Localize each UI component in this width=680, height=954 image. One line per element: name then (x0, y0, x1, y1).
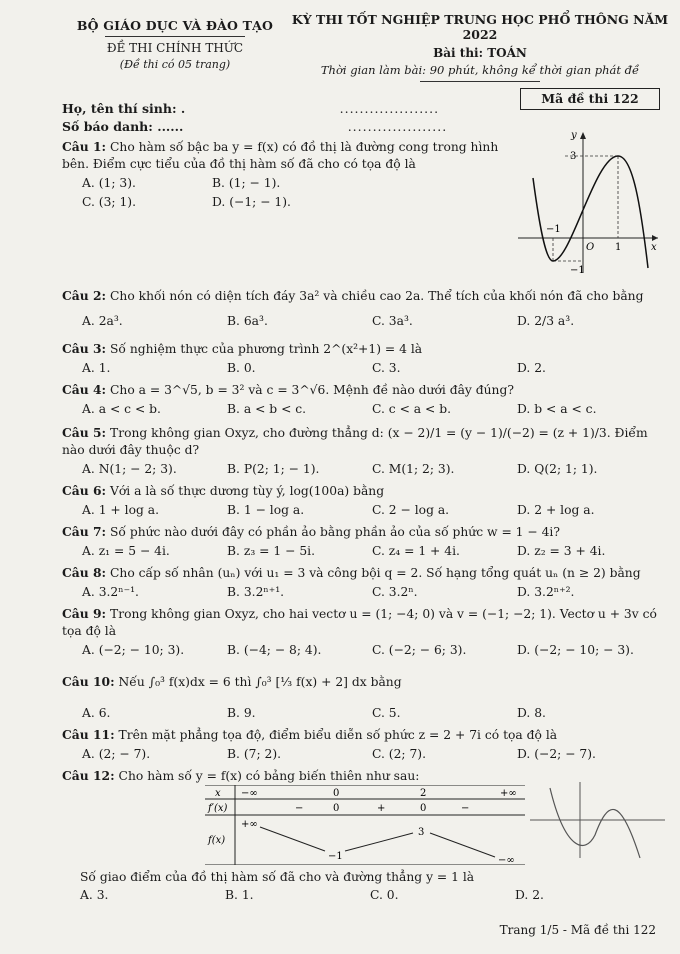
option-a[interactable]: A. 3.2ⁿ⁻¹. (82, 585, 139, 599)
vt-sign2: + (377, 803, 386, 814)
q-text: Với a là số thực dương tùy ý, log(100a) bằng (106, 484, 385, 498)
option-b[interactable]: B. (1; − 1). (212, 176, 281, 190)
divider (420, 81, 540, 82)
tick-3: 3 (570, 151, 577, 162)
option-b[interactable]: B. P(2; 1; − 1). (227, 462, 320, 476)
q-label: Câu 8: (62, 565, 107, 580)
q-text: Trong không gian Oxyz, cho hai vectơ u = (1; −4; 0) và v = (−1; −2; 1). Vectơ u + 3v có tọa độ là (62, 607, 657, 638)
origin-label: O (586, 242, 595, 253)
vt-zero1: 0 (333, 803, 340, 814)
question-4 (62, 381, 662, 418)
vt-arrow-down2 (430, 833, 495, 857)
time-limit: Thời gian làm bài: 90 phút, không kể thời gian phát đề (320, 63, 640, 77)
option-b[interactable]: B. 3.2ⁿ⁺¹. (227, 585, 285, 599)
q-text: Số nghiệm thực của phương trình 2^(x²+1) = 4 là (106, 342, 423, 356)
id-dots: .................... (347, 119, 448, 134)
exam-code: Mã đề thi 122 (520, 88, 660, 110)
vt-bot-right: −∞ (498, 855, 515, 865)
question-2 (62, 287, 662, 330)
header-right (290, 12, 670, 82)
option-c[interactable]: C. 2 − log a. (372, 503, 450, 517)
q-label: Câu 3: (62, 341, 107, 356)
ministry: BỘ GIÁO DỤC VÀ ĐÀO TẠO (76, 18, 274, 33)
question-3 (62, 340, 662, 377)
question-7 (62, 523, 662, 560)
question-5 (62, 424, 662, 478)
option-a[interactable]: A. 3. (80, 888, 109, 902)
option-a[interactable]: A. 2a³. (82, 314, 123, 328)
option-b[interactable]: B. a < b < c. (227, 402, 307, 416)
vt-0: 0 (333, 788, 340, 799)
variation-table (205, 785, 525, 865)
q-text: Nếu ∫₀³ f(x)dx = 6 thì ∫₀³ [⅓ f(x) + 2] dx bằng (114, 675, 402, 689)
vt-sign3: − (461, 803, 470, 814)
vt-zero2: 0 (420, 803, 427, 814)
sketch-curve (550, 788, 640, 858)
option-a[interactable]: A. N(1; − 2; 3). (82, 462, 177, 476)
option-c[interactable]: C. c < a < b. (372, 402, 452, 416)
vt-arrow-up (345, 833, 413, 851)
vt-f: f(x) (208, 835, 226, 846)
q-label: Câu 9: (62, 606, 107, 621)
option-d[interactable]: D. 2/3 a³. (517, 314, 575, 328)
option-b[interactable]: B. 1 − log a. (227, 503, 305, 517)
name-label: Họ, tên thí sinh: . (62, 101, 186, 116)
exam-title: KỲ THI TỐT NGHIỆP TRUNG HỌC PHỔ THÔNG NĂM 2022 (291, 12, 669, 42)
q-label: Câu 5: (62, 425, 107, 440)
option-a[interactable]: A. (1; 3). (82, 176, 136, 190)
vt-x: x (215, 788, 221, 799)
question-1 (62, 138, 502, 213)
tick-neg1y: −1 (570, 265, 585, 276)
question-6 (62, 482, 662, 519)
q-text: Trong không gian Oxyz, cho đường thẳng d: (x − 2)/1 = (y − 1)/(−2) = (z + 1)/3. Điểm nào dưới đây thuộc d? (62, 426, 648, 457)
option-b[interactable]: B. z₃ = 1 − 5i. (227, 544, 315, 558)
q-text: Cho cấp số nhân (uₙ) với u₁ = 3 và công bội q = 2. Số hạng tổng quát uₙ (n ≥ 2) bằng (106, 566, 641, 580)
vt-fprime: f′(x) (208, 803, 228, 814)
vt-pos-inf: +∞ (500, 788, 517, 799)
question-list (62, 138, 662, 785)
option-c[interactable]: C. 5. (372, 706, 401, 720)
q-text: Số phức nào dưới đây có phần ảo bằng phần ảo của số phức w = 1 − 4i? (106, 525, 560, 539)
option-b[interactable]: B. (7; 2). (227, 747, 282, 761)
option-c[interactable]: C. (−2; − 6; 3). (372, 643, 467, 657)
q-label: Câu 4: (62, 382, 107, 397)
tick-neg1x: −1 (546, 224, 561, 235)
q-text: Cho a = 3^√5, b = 3² và c = 3^√6. Mệnh đề nào dưới đây đúng? (106, 383, 514, 397)
question-9 (62, 605, 662, 659)
option-a[interactable]: A. (−2; − 10; 3). (82, 643, 185, 657)
header-left (70, 18, 280, 71)
question-10 (62, 673, 662, 722)
question-11 (62, 726, 662, 763)
subject: Bài thi: TOÁN (433, 46, 527, 60)
option-b[interactable]: B. 0. (227, 361, 256, 375)
q12-followup (80, 870, 660, 902)
q-label: Câu 2: (62, 288, 107, 303)
official-label: ĐỀ THI CHÍNH THỨC (106, 41, 244, 55)
option-d[interactable]: D. z₂ = 3 + 4i. (517, 544, 606, 558)
option-d[interactable]: D. (−2; − 10; − 3). (517, 643, 634, 657)
q-text: Cho hàm số bậc ba y = f(x) có đồ thị là đường cong trong hình bên. Điểm cực tiểu của đồ thị hàm số đã cho có tọa độ là (62, 140, 499, 171)
option-c[interactable]: C. M(1; 2; 3). (372, 462, 455, 476)
x-label: x (651, 242, 657, 253)
option-d[interactable]: D. b < a < c. (517, 402, 597, 416)
q-label: Câu 10: (62, 674, 115, 689)
option-a[interactable]: A. 1 + log a. (82, 503, 159, 517)
candidate-info (62, 100, 447, 136)
option-a[interactable]: A. z₁ = 5 − 4i. (82, 544, 170, 558)
option-b[interactable]: B. 1. (225, 888, 254, 902)
option-c[interactable]: C. 0. (370, 888, 399, 902)
option-b[interactable]: B. 9. (227, 706, 256, 720)
option-c[interactable]: C. (3; 1). (82, 195, 136, 209)
option-d[interactable]: D. (−1; − 1). (212, 195, 291, 209)
q-text: Trên mặt phẳng tọa độ, điểm biểu diễn số phức z = 2 + 7i có tọa độ là (114, 728, 558, 742)
q-label: Câu 12: (62, 768, 115, 783)
divider (105, 36, 245, 37)
vt-arrow-down (260, 827, 325, 851)
vt-2: 2 (420, 788, 427, 799)
q-label: Câu 6: (62, 483, 107, 498)
option-c[interactable]: C. 3. (372, 361, 401, 375)
q12-sketch (530, 780, 670, 860)
option-d[interactable]: D. Q(2; 1; 1). (517, 462, 598, 476)
name-dots: .................... (339, 101, 440, 116)
q-text: Cho hàm số y = f(x) có bảng biến thiên như sau: (114, 769, 420, 783)
option-d[interactable]: D. 2. (515, 888, 544, 902)
vt-sign1: − (295, 803, 304, 814)
tick-1: 1 (615, 242, 622, 253)
option-a[interactable]: A. 1. (82, 361, 111, 375)
option-b[interactable]: B. 6a³. (227, 314, 268, 328)
option-d[interactable]: D. 8. (517, 706, 546, 720)
q-text: Cho khối nón có diện tích đáy 3a² và chiều cao 2a. Thể tích của khối nón đã cho bằng (106, 289, 644, 303)
q-label: Câu 1: (62, 139, 107, 154)
page-footer: Trang 1/5 - Mã đề thi 122 (499, 923, 656, 937)
vt-top-left: +∞ (241, 819, 258, 830)
option-c[interactable]: C. 3a³. (372, 314, 413, 328)
vt-neg-inf: −∞ (241, 788, 258, 799)
q-label: Câu 11: (62, 727, 115, 742)
option-b[interactable]: B. (−4; − 8; 4). (227, 643, 322, 657)
option-c[interactable]: C. z₄ = 1 + 4i. (372, 544, 460, 558)
q12-after-text: Số giao điểm của đồ thị hàm số đã cho và đường thẳng y = 1 là (80, 870, 475, 884)
option-a[interactable]: A. (2; − 7). (82, 747, 151, 761)
id-label: Số báo danh: ...... (62, 119, 184, 134)
vt-min: −1 (328, 851, 343, 862)
option-d[interactable]: D. (−2; − 7). (517, 747, 596, 761)
option-a[interactable]: A. 6. (82, 706, 111, 720)
option-d[interactable]: D. 2 + log a. (517, 503, 595, 517)
option-c[interactable]: C. 3.2ⁿ. (372, 585, 418, 599)
option-d[interactable]: D. 2. (517, 361, 546, 375)
q-label: Câu 7: (62, 524, 107, 539)
option-a[interactable]: A. a < c < b. (82, 402, 161, 416)
option-c[interactable]: C. (2; 7). (372, 747, 426, 761)
question-8 (62, 564, 662, 601)
vt-max: 3 (418, 827, 425, 838)
y-label: y (571, 130, 577, 141)
page-count: (Đề thi có 05 trang) (119, 58, 231, 71)
option-d[interactable]: D. 3.2ⁿ⁺². (517, 585, 575, 599)
